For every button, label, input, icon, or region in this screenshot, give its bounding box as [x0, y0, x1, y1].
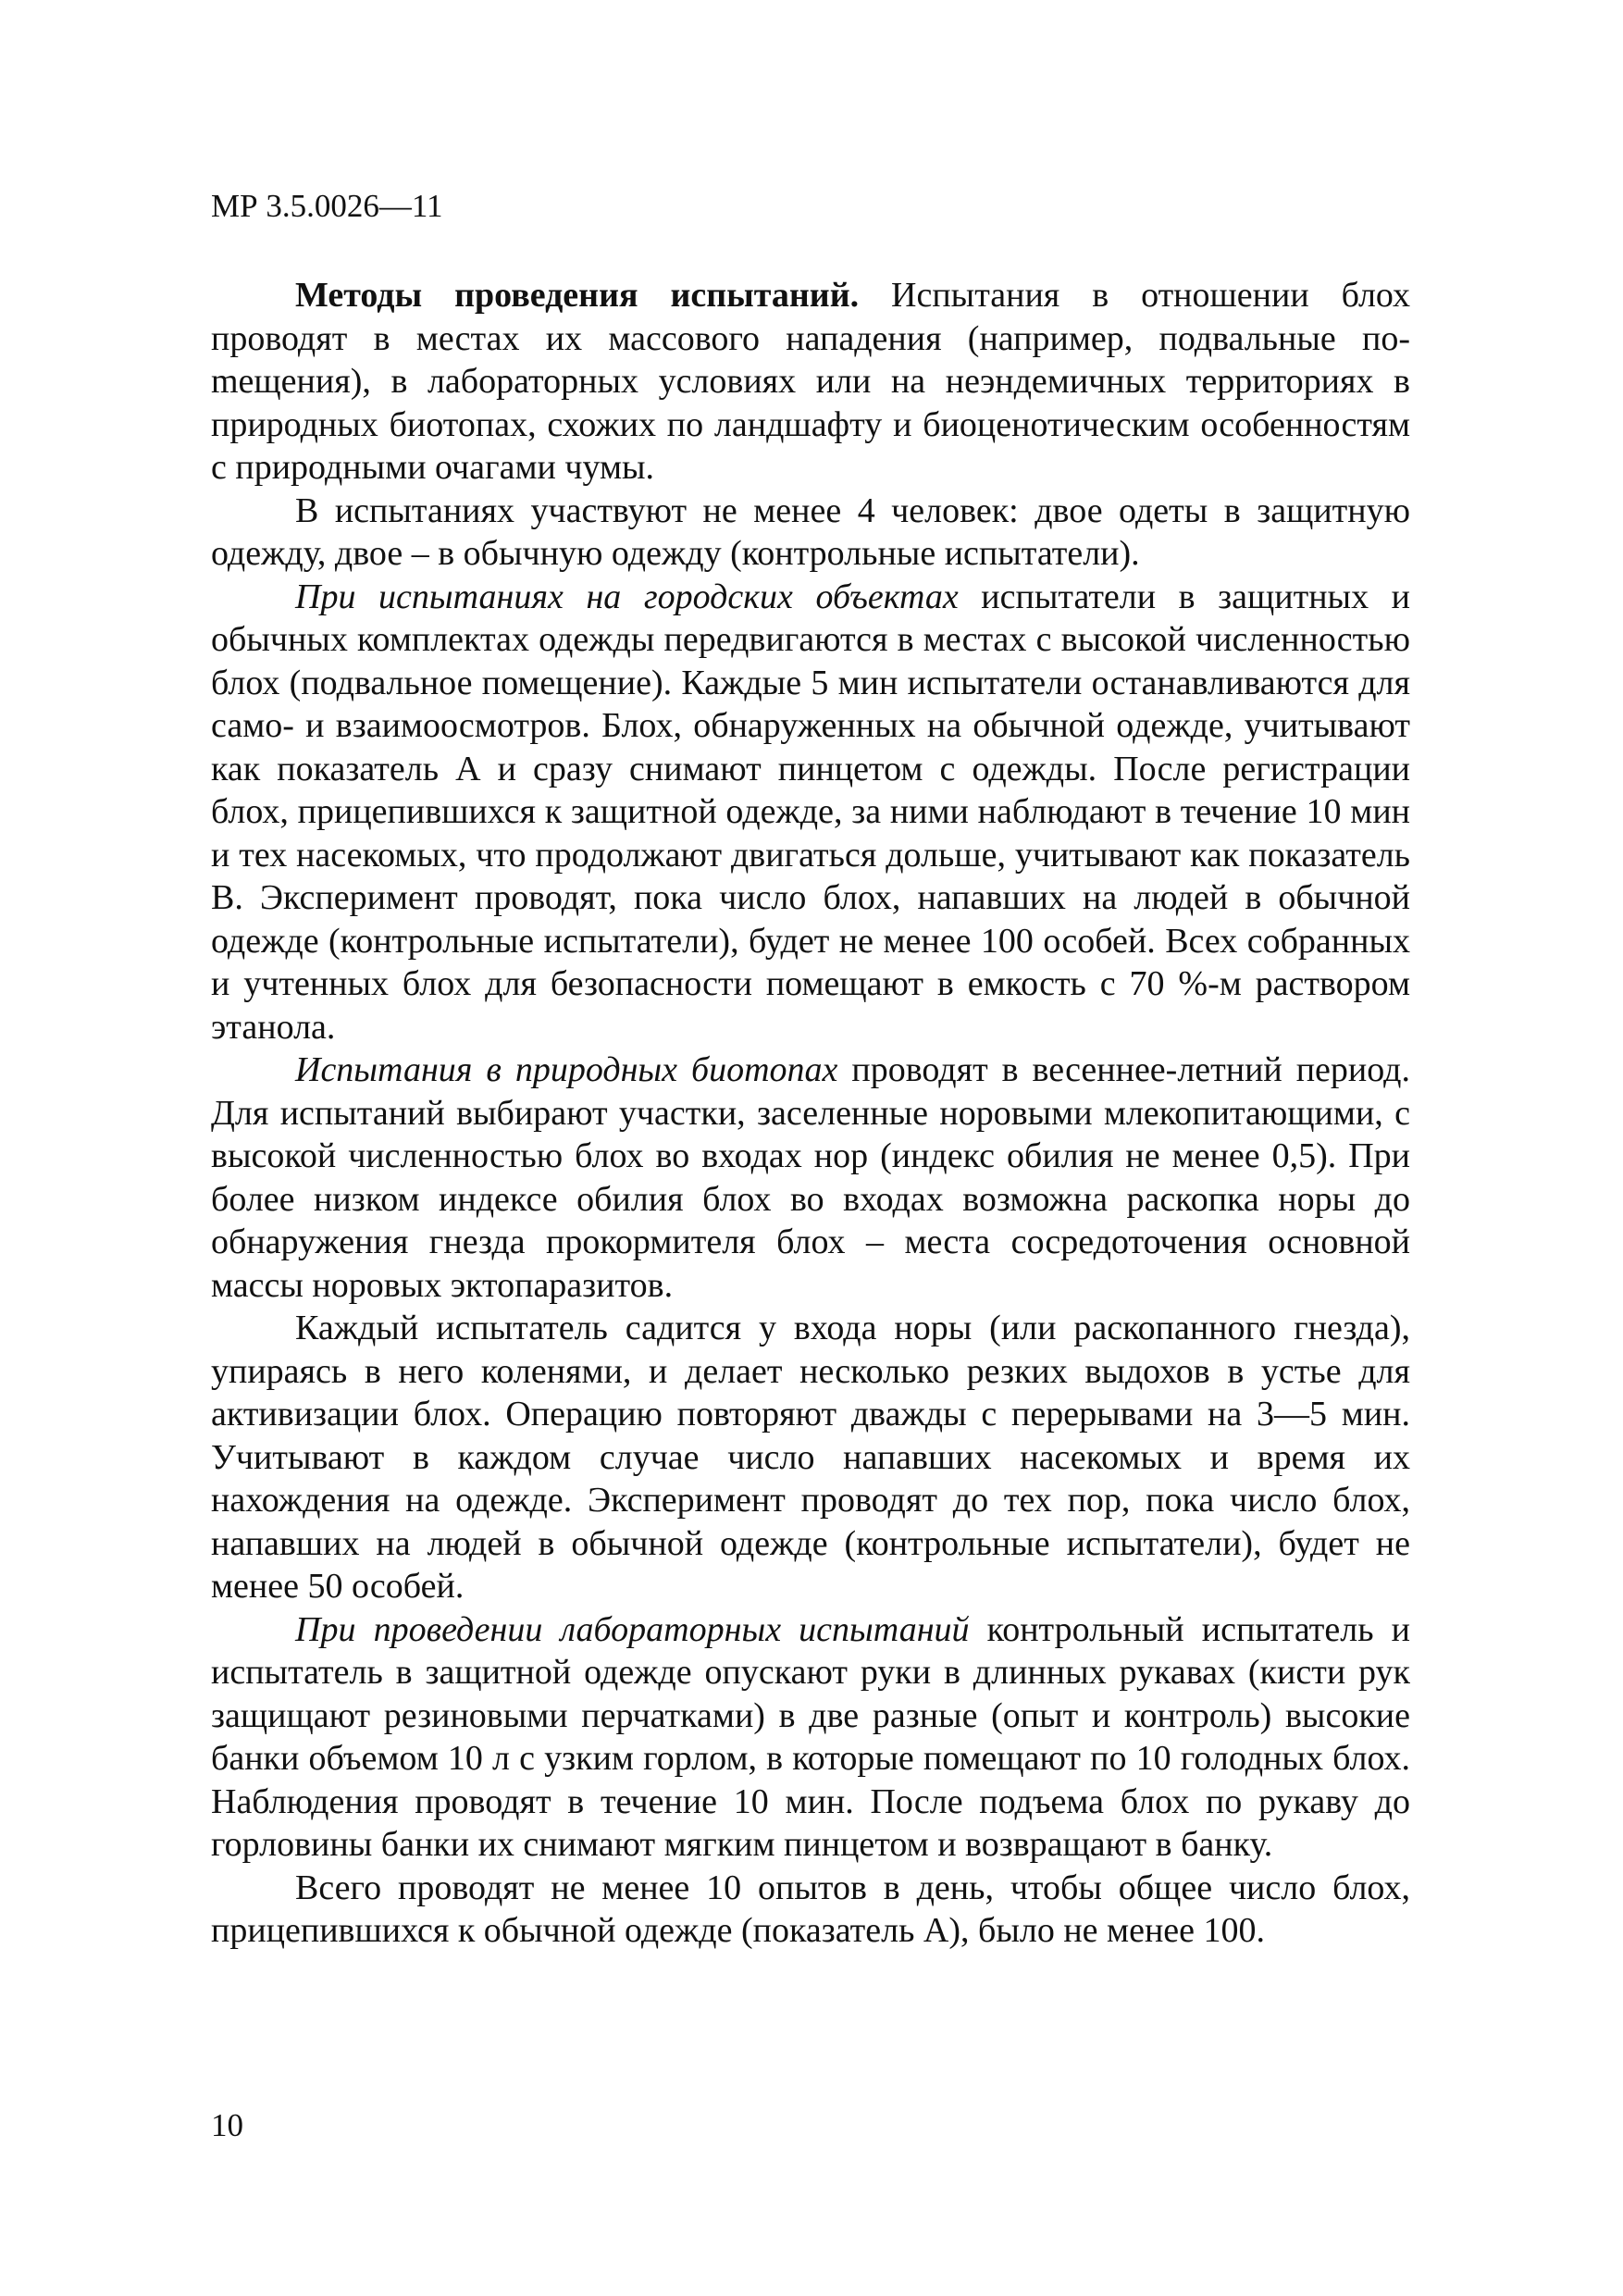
paragraph-urban-tests [211, 576, 1410, 1049]
paragraph-text: В испытаниях участвуют не менее 4 человек: двое одеты в защитную одежду, двое – в обычную одежду (контрольные испытатели). [211, 490, 1410, 573]
paragraph-laboratory-tests [211, 1608, 1410, 1867]
paragraph-text: проводят в весеннее-летний период. Для испытаний выбирают участки, заселенные норовыми млекопитающими, с высокой численностью блох во входах нор (индекс обилия не менее 0,5). При более низком индексе обилия блох во входах возможна раскопка норы до обнаружения гнезда прокормителя блох – места сосредоточения основной массы норовых эктопаразитов. [211, 1050, 1410, 1305]
paragraph-methods [211, 274, 1410, 490]
paragraph-participants [211, 490, 1410, 576]
paragraph-text: Испытания в отношении блох проводят в местах их массового нападения (например, подвальные поmещения), в лабораторных условиях или на неэндемичных территориях в природных биотопах, схожих по ландшафту и биоценотическим особенностям с природными очагами чумы. [211, 276, 1410, 487]
page-number: 10 [211, 2107, 243, 2143]
paragraph-text: Каждый испытатель садится у входа норы (или раскопанного гнезда), упираясь в него коленями, и делает несколько резких выдохов в устье для активизации блох. Операцию повторяют дважды с перерывами на 3—5 мин. Учитывают в каждом случае число напавших насекомых и время их нахождения на одежде. Эксперимент проводят до тех пор, пока число блох, напавших на людей в обычной одежде (контрольные испытатели), будет не менее 50 особей. [211, 1309, 1410, 1606]
paragraph-burrow-procedure [211, 1307, 1410, 1608]
paragraph-natural-biotopes [211, 1049, 1410, 1307]
paragraph-test-count [211, 1867, 1410, 1953]
document-code: МР 3.5.0026—11 [211, 188, 443, 224]
paragraph-lead-italic: При проведении лабораторных испытаний [295, 1609, 970, 1649]
document-body [211, 274, 1410, 1953]
paragraph-lead-italic: При испытаниях на городских объектах [295, 577, 959, 616]
paragraph-text: Всего проводят не менее 10 опытов в день, чтобы общее число блох, прицепившихся к обычной одежде (показатель А), было не менее 100. [211, 1868, 1410, 1950]
paragraph-text: контрольный испытатель и испытатель в защитной одежде опускают руки в длинных рукавах (кисти рук защищают резиновыми перчатками) в две разные (опыт и контроль) высокие банки объемом 10 л с узким горлом, в которые помещают по 10 голодных блох. Наблюдения проводят в течение 10 мин. После подъема блох по рукаву до горловины банки их снимают мягким пинцетом и возвращают в банку. [211, 1609, 1410, 1864]
paragraph-lead-italic: Испытания в природных биотопах [295, 1050, 838, 1089]
paragraph-lead-bold: Методы проведения испытаний. [295, 276, 860, 315]
paragraph-text: испытатели в защитных и обычных комплектах одежды передвигаются в местах с высокой численностью блох (подвальное помещение). Каждые 5 мин испытатели останавливаются для само- и взаимоосмотров. Блох, обнаруженных на обычной одежде, учитывают как показатель А и сразу снимают пинцетом с одежды. После регистрации блох, прицепившихся к защитной одежде, за ними наблюдают в течение 10 мин и тех насекомых, что продолжают двигаться дольше, учитывают как показатель В. Эксперимент проводят, пока число блох, напавших на людей в обычной одежде (контрольные испытатели), будет не менее 100 особей. Всех собранных и учтенных блох для безопасности помещают в емкость с 70 %-м раствором этанола. [211, 577, 1410, 1047]
